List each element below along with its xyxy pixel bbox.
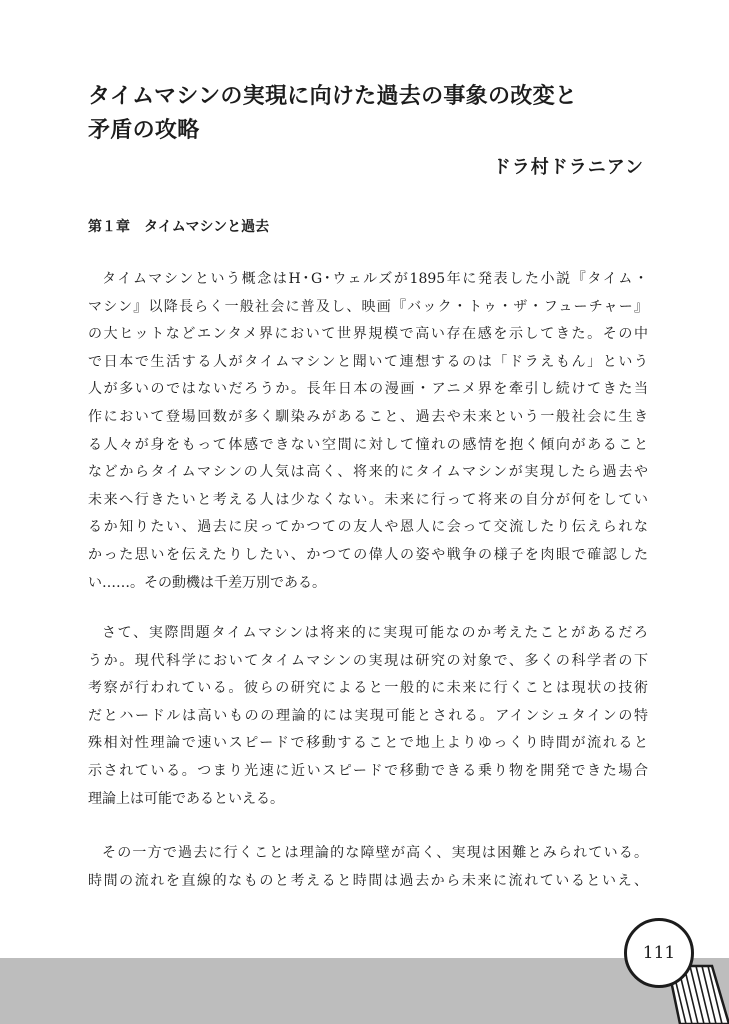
text-line: などからタイムマシンの人気は高く、将来的にタイムマシンが実現したら過去や <box>88 464 648 481</box>
text-line: 殊相対性理論で速いスピードで移動することで地上よりゆっくり時間が流れると <box>88 735 648 752</box>
article-title <box>88 80 577 148</box>
chapter-heading <box>88 216 269 238</box>
chapter-title: タイムマシンと過去 <box>144 219 270 235</box>
text-line: る人々が身をもって体感できない空間に対して憧れの感情を抱く傾向があること <box>88 436 648 453</box>
text-line: 作において登場回数が多く馴染みがあること、過去や未来という一般社会に生き <box>88 408 648 425</box>
text-line: さて、実際問題タイムマシンは将来的に実現可能なのか考えたことがあるだろ <box>102 625 648 641</box>
text-line: タイムマシンという概念はH･G･ウェルズが1895年に発表した小説『タイム・ <box>102 271 648 287</box>
text-line: 人が多いのではないだろうか。長年日本の漫画・アニメ界を牽引し続けてきた当 <box>88 381 648 398</box>
paragraph-1 <box>88 266 648 597</box>
text-line: 未来へ行きたいと考える人は少なくない。未来に行って将来の自分が何をしてい <box>88 491 648 508</box>
text-line: マシン』以降長らく一般社会に普及し、映画『バック・トゥ・ザ・フューチャー』 <box>88 298 648 315</box>
title-line-1: タイムマシンの実現に向けた過去の事象の改変と <box>88 84 578 109</box>
text-line: で日本で生活する人がタイムマシンと聞いて連想するのは「ドラえもん」という <box>88 353 648 370</box>
text-line: 考察が行われている。彼らの研究によると一般的に未来に行くことは現状の技術 <box>88 680 648 697</box>
paragraph-3 <box>88 840 648 895</box>
text-line: 時間の流れを直線的なものと考えると時間は過去から未来に流れているといえ、 <box>88 872 648 889</box>
text-line: 理論上は可能であるといえる。 <box>88 790 284 807</box>
paragraph-2 <box>88 620 648 813</box>
page-number-badge <box>624 918 694 988</box>
author-name: ドラ村ドラニアン <box>492 157 644 178</box>
title-line-2: 矛盾の攻略 <box>88 118 200 143</box>
text-line: るか知りたい、過去に戻ってかつての友人や恩人に会って交流したり伝えられな <box>88 519 648 536</box>
text-line: の大ヒットなどエンタメ界において世界規模で高い存在感を示してきた。その中 <box>88 326 648 343</box>
text-line: い……。その動機は千差万別である。 <box>88 574 326 591</box>
text-line: かった思いを伝えたりしたい、かつての偉人の姿や戦争の様子を肉眼で確認した <box>88 546 648 563</box>
chapter-number: 第１章 <box>88 219 130 235</box>
text-line: 示されている。つまり光速に近いスピードで移動できる乗り物を開発できた場合 <box>88 762 648 779</box>
page-number: 111 <box>642 943 676 963</box>
text-line: だとハードルは高いものの理論的には実現可能とされる。アインシュタインの特 <box>88 707 648 724</box>
text-line: その一方で過去に行くことは理論的な障壁が高く、実現は困難とみられている。 <box>102 845 648 861</box>
text-line: うか。現代科学においてタイムマシンの実現は研究の対象で、多くの科学者の下 <box>88 652 648 669</box>
footer-band <box>0 958 729 1024</box>
